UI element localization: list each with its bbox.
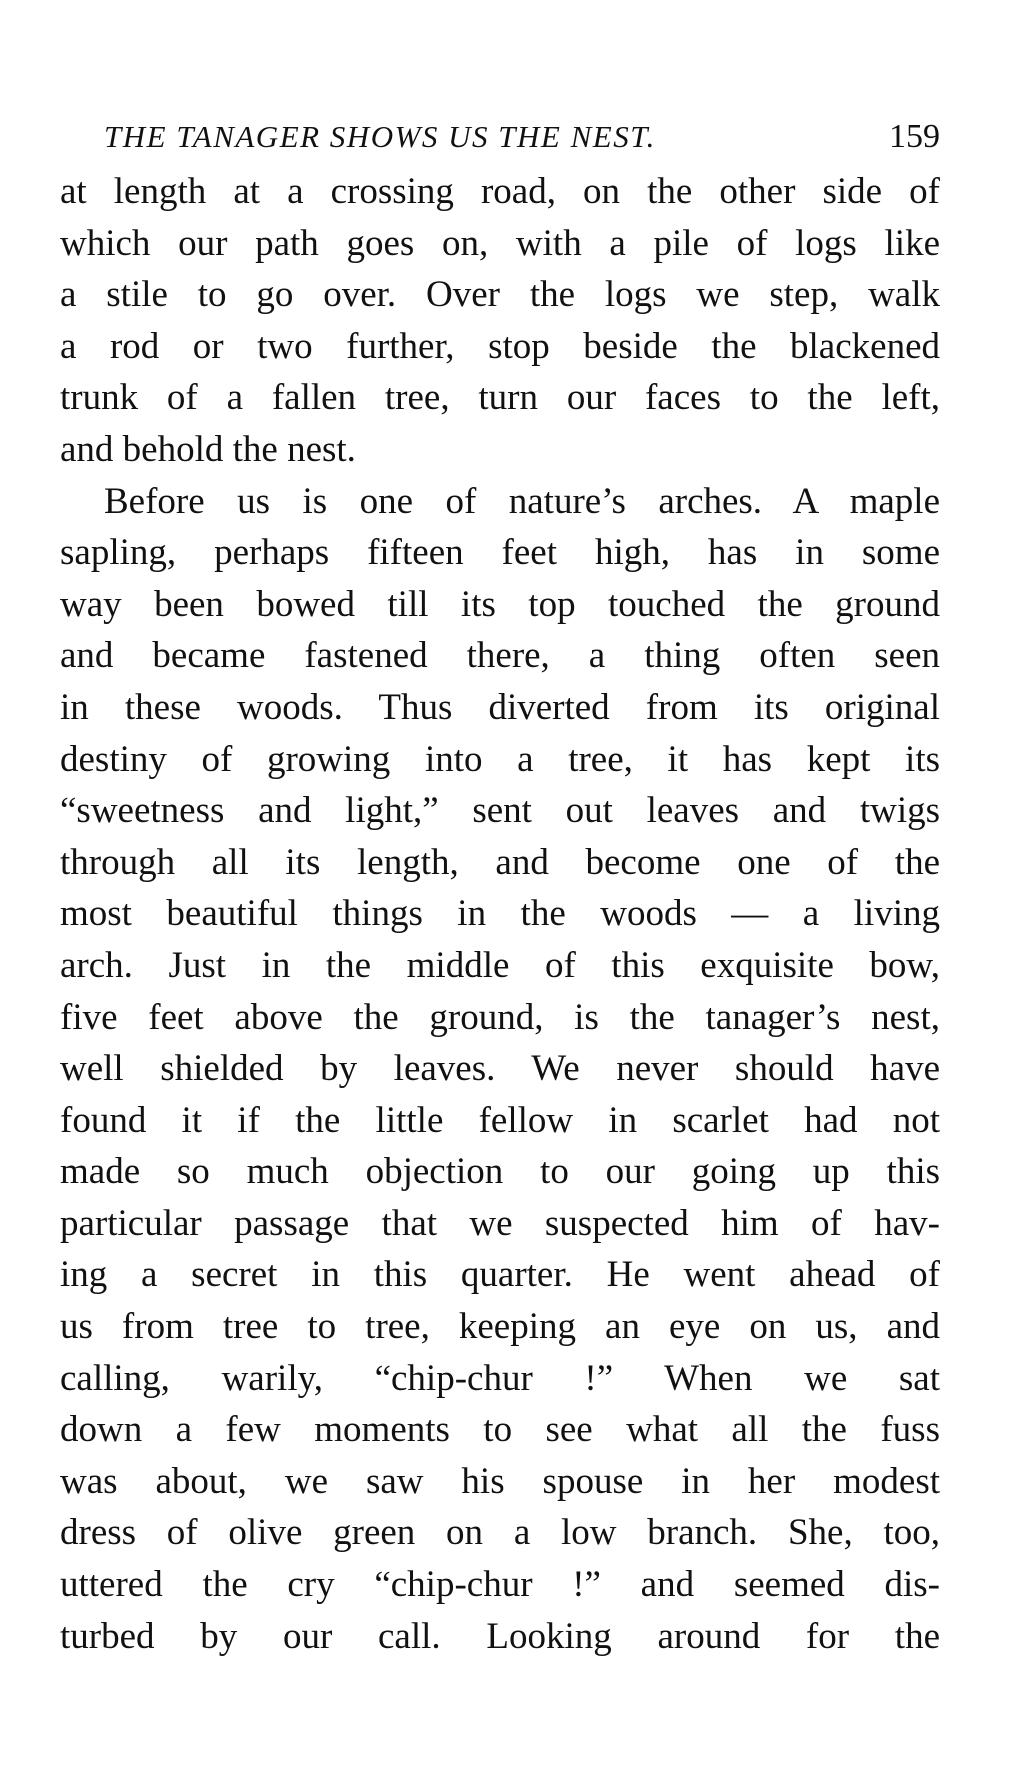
text-line: and became fastened there, a thing often seen xyxy=(60,635,940,677)
text-line: ing a secret in this quarter. He went ahead of xyxy=(60,1254,940,1296)
text-line: most beautiful things in the woods — a living xyxy=(60,893,940,935)
text-line: well shielded by leaves. We never should have xyxy=(60,1048,940,1090)
text-line: particular passage that we suspected him of hav- xyxy=(60,1202,940,1244)
text-line: and behold the nest. xyxy=(60,428,356,470)
paragraph-2 xyxy=(60,476,940,1663)
text-line: arch. Just in the middle of this exquisite bow, xyxy=(60,944,940,986)
text-line: through all its length, and become one of the xyxy=(60,841,940,883)
text-line: Before us is one of nature’s arches. A maple xyxy=(104,480,940,522)
running-head xyxy=(60,112,940,162)
text-line: at length at a crossing road, on the other side of xyxy=(60,171,940,212)
text-line: calling, warily, “chip-chur !” When we sat xyxy=(60,1357,940,1399)
paragraph-1 xyxy=(60,166,940,476)
text-line: five feet above the ground, is the tanager’s nest, xyxy=(60,996,940,1038)
page-number: 159 xyxy=(889,118,940,155)
text-line: dress of olive green on a low branch. She, too, xyxy=(60,1512,940,1554)
text-line: found it if the little fellow in scarlet had not xyxy=(60,1099,940,1141)
text-line: in these woods. Thus diverted from its original xyxy=(60,686,940,728)
text-line: “sweetness and light,” sent out leaves and twigs xyxy=(60,790,940,832)
text-line: destiny of growing into a tree, it has kept its xyxy=(60,738,940,780)
book-page xyxy=(60,112,940,1662)
text-line: turbed by our call. Looking around for the xyxy=(60,1615,940,1657)
running-title: THE TANAGER SHOWS US THE NEST. xyxy=(104,119,656,154)
text-line: which our path goes on, with a pile of logs like xyxy=(60,222,940,264)
text-line: was about, we saw his spouse in her modest xyxy=(60,1460,940,1502)
text-line: a stile to go over. Over the logs we step, walk xyxy=(60,274,940,316)
text-line: down a few moments to see what all the fuss xyxy=(60,1409,940,1451)
text-line: a rod or two further, stop beside the blackened xyxy=(60,325,940,367)
text-line: trunk of a fallen tree, turn our faces to the left, xyxy=(60,377,940,419)
text-line: made so much objection to our going up this xyxy=(60,1151,940,1193)
text-line: us from tree to tree, keeping an eye on us, and xyxy=(60,1306,940,1348)
text-line: way been bowed till its top touched the ground xyxy=(60,583,940,625)
text-line: uttered the cry “chip-chur !” and seemed dis- xyxy=(60,1564,940,1606)
text-line: sapling, perhaps fifteen feet high, has in some xyxy=(60,532,940,574)
